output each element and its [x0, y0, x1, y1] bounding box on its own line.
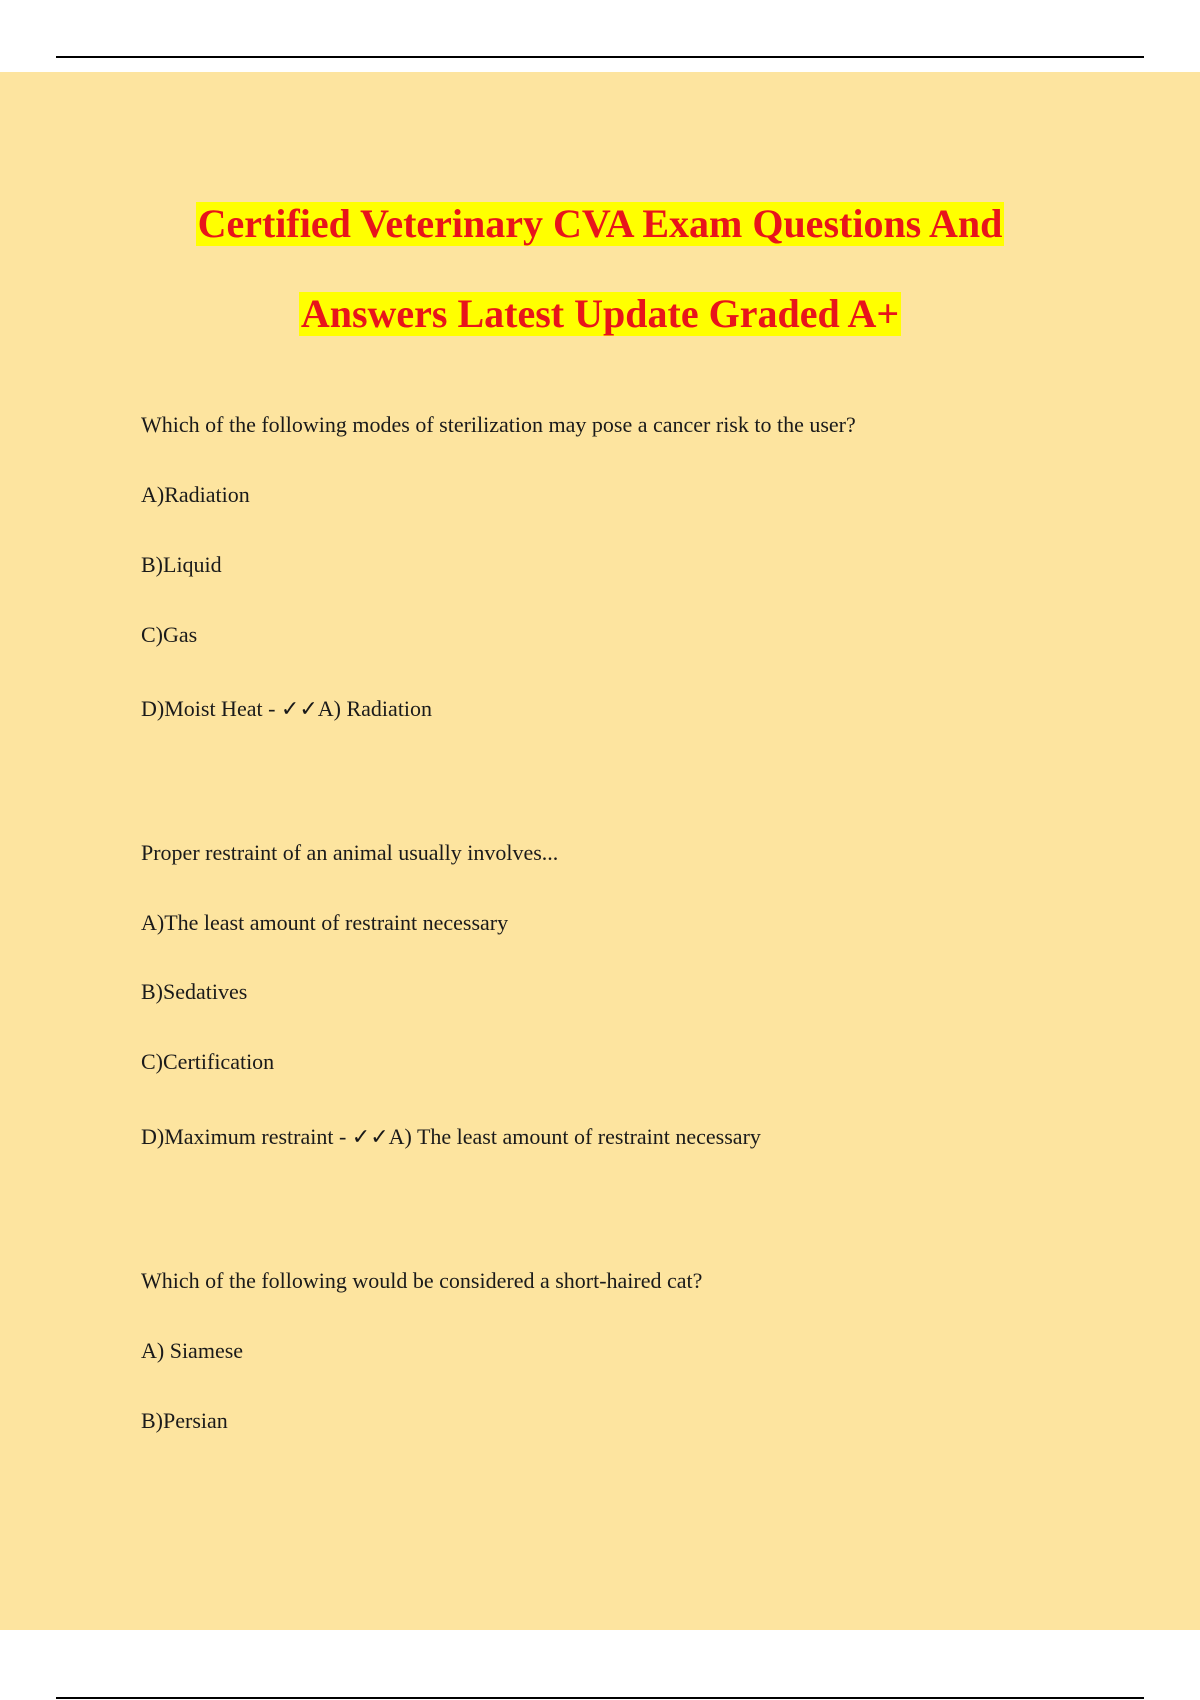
answer-option: C)Gas: [141, 622, 198, 647]
answer-option: B)Liquid: [141, 552, 222, 577]
answer-option: A)Radiation: [141, 482, 250, 507]
document-title: [0, 202, 1200, 336]
title-line-2: Answers Latest Update Graded A+: [300, 291, 900, 336]
answer-option: B)Sedatives: [141, 979, 248, 1004]
answer-option: A)The least amount of restraint necessary: [141, 910, 509, 935]
question-prompt: Proper restraint of an animal usually involves...: [141, 840, 559, 865]
question-prompt: Which of the following modes of sterilization may pose a cancer risk to the user?: [141, 412, 856, 437]
document-page: [0, 72, 1200, 1630]
answer-option: C)Certification: [141, 1049, 275, 1074]
answer-option-with-key: D)Moist Heat - ✓✓A) Radiation: [141, 696, 433, 721]
title-line-1: Certified Veterinary CVA Exam Questions And: [197, 201, 1003, 246]
top-rule: [56, 56, 1144, 58]
question-prompt: Which of the following would be considered a short-haired cat?: [141, 1268, 703, 1293]
answer-option: A) Siamese: [141, 1338, 244, 1363]
bottom-rule: [56, 1697, 1144, 1699]
answer-option: B)Persian: [141, 1408, 228, 1433]
answer-option-with-key: D)Maximum restraint - ✓✓A) The least amount of restraint necessary: [141, 1124, 761, 1149]
